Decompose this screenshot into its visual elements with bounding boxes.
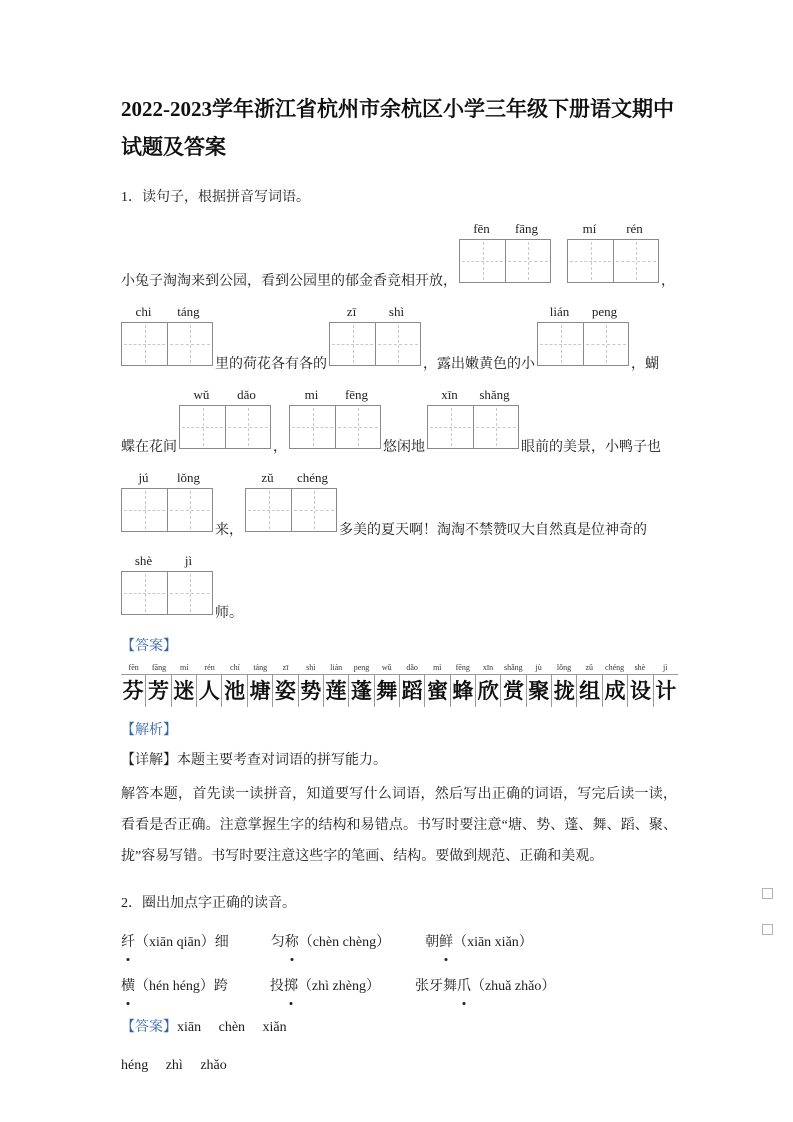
passage-text: 悠闲地: [383, 440, 425, 455]
detail-text: 本题主要考查对词语的拼写能力。: [177, 753, 387, 768]
passage-text: 来，: [215, 523, 243, 538]
passage-text: 小兔子淘淘来到公园，看到公园里的郁金香竞相开放，: [121, 274, 457, 289]
text-segment: （chèn chèng） 朝: [298, 935, 440, 950]
strip-character: 蓬: [348, 675, 373, 707]
pinyin-syllable: fēn: [473, 221, 490, 236]
writing-grid-cell: [568, 240, 613, 282]
writing-grid-cell: [613, 240, 658, 282]
detail-label: 【详解】: [121, 753, 177, 768]
pinyin-syllable: mi: [304, 387, 319, 402]
strip-character: 舞: [374, 675, 399, 707]
q1-analysis-section: [121, 721, 677, 741]
passage-text: 蝶在花间: [121, 440, 177, 455]
strip-pinyin: shì: [306, 663, 316, 672]
dotted-character: 爪: [457, 972, 471, 1002]
writing-grid-cell: [167, 572, 212, 614]
pinyin-writing-box-lianpeng: [537, 303, 629, 366]
pinyin-label-row: [121, 469, 213, 488]
text-segment: （hén héng）跨 投: [135, 979, 284, 994]
passage-text: 师。: [215, 606, 243, 621]
writing-grid-cell: [335, 406, 380, 448]
pinyin-syllable: fēng: [344, 387, 369, 402]
pinyin-writing-box-fenfang: [459, 220, 551, 283]
analysis-label: 【解析】: [121, 723, 177, 738]
dotted-character: 掷: [284, 972, 298, 1002]
strip-pinyin: rén: [204, 663, 215, 672]
page-title: 2022-2023学年浙江省杭州市余杭区小学三年级下册语文期中试题及答案: [121, 97, 674, 159]
strip-character: 蹈: [399, 675, 424, 707]
pinyin-syllable: shì: [388, 304, 405, 319]
strip-character: 成: [602, 675, 627, 707]
strip-character: 迷: [171, 675, 196, 707]
pinyin-syllable: jú: [138, 470, 149, 485]
pinyin-writing-box-miren: [567, 220, 659, 283]
writing-grid-cell: [583, 323, 628, 365]
pinyin-label-row: [179, 386, 271, 405]
dotted-character: 横: [121, 972, 135, 1002]
passage-line-3: [121, 386, 677, 457]
writing-grid-cell: [122, 489, 167, 531]
strip-pinyin: chéng: [605, 663, 625, 672]
strip-pinyin: fēn: [128, 663, 139, 672]
strip-character: 人: [196, 675, 221, 707]
writing-grid-cell: [122, 323, 167, 365]
pinyin-label-row: [427, 386, 519, 405]
strip-character: 计: [653, 675, 678, 707]
writing-grid: [459, 239, 551, 283]
q1-explain-paragraph: 解答本题，首先读一读拼音，知道要写什么词语，然后写出正确的词语，写完后读一读，看看是否正确。注意掌握生字的结构和易错点。书写时要注意“塘、势、蓬、舞、蹈、聚、拢”容易写错。书写时要注意这些字的笔画、结构。要做到规范、正确和美观。: [121, 787, 677, 864]
pinyin-label-row: [121, 303, 213, 322]
pinyin-syllable: dǎo: [237, 387, 256, 402]
strip-pinyin: fāng: [151, 663, 167, 672]
pinyin-label-row: [537, 303, 629, 322]
pinyin-syllable: zī: [346, 304, 357, 319]
strip-character: 聚: [526, 675, 551, 707]
pinyin-syllable: wǔ: [193, 387, 210, 402]
pinyin-syllable: shǎng: [479, 387, 510, 402]
pinyin-label-row: [289, 386, 381, 405]
margin-marker-square: [762, 924, 773, 935]
strip-pinyin: lǒng: [556, 663, 572, 672]
dotted-character: 鲜: [439, 928, 453, 958]
pinyin-writing-box-zishi: [329, 303, 421, 366]
writing-grid-cell: [538, 323, 583, 365]
writing-grid-cell: [122, 572, 167, 614]
pinyin-writing-box-julong: [121, 469, 213, 532]
pinyin-syllable: rén: [626, 221, 643, 236]
strip-pinyin: chí: [230, 663, 240, 672]
writing-grid: [245, 488, 337, 532]
passage-line-5: [121, 552, 677, 623]
writing-grid-cell: [225, 406, 270, 448]
pinyin-syllable: shè: [134, 553, 153, 568]
strip-character: 芬: [122, 679, 144, 703]
passage-line-2: [121, 303, 677, 374]
pinyin-syllable: zǔ: [261, 470, 274, 485]
strip-character: 莲: [323, 675, 348, 707]
strip-pinyin: mì: [433, 663, 442, 672]
text-segment: （zhuǎ zhǎo）: [470, 979, 556, 994]
passage-text: ，: [273, 440, 287, 455]
q2-answer-line-2: héng zhì zhǎo: [121, 1058, 227, 1073]
answer-label: 【答案】: [121, 639, 177, 654]
pinyin-syllable: lián: [549, 304, 570, 319]
strip-pinyin: jì: [662, 663, 668, 672]
passage-text: 多美的夏天啊！淘淘不禁赞叹大自然真是位神奇的: [339, 523, 647, 538]
strip-character: 赏: [500, 675, 525, 707]
q1-answer-strip: [121, 663, 678, 707]
strip-pinyin: jù: [535, 663, 542, 672]
writing-grid-cell: [505, 240, 550, 282]
strip-character: 势: [298, 675, 323, 707]
passage-line-1: [121, 220, 677, 291]
writing-grid: [179, 405, 271, 449]
writing-grid-cell: [180, 406, 225, 448]
passage-text: 眼前的美景，小鸭子也: [521, 440, 661, 455]
pinyin-syllable: xīn: [441, 387, 458, 402]
answer-strip-pinyin-row: [121, 663, 678, 674]
strip-pinyin: wǔ: [381, 663, 392, 672]
strip-character: 芳: [145, 675, 170, 707]
pinyin-label-row: [329, 303, 421, 322]
strip-character: 组: [576, 675, 601, 707]
writing-grid-cell: [290, 406, 335, 448]
strip-pinyin: mí: [180, 663, 189, 672]
writing-grid-cell: [291, 489, 336, 531]
margin-marker-square: [762, 888, 773, 899]
text-segment: （xiān qiān）细 匀: [135, 935, 285, 950]
dotted-character: 称: [285, 928, 299, 958]
q2-answer-text: xiān chèn xiǎn: [177, 1020, 287, 1035]
strip-character: 蜜: [424, 675, 449, 707]
writing-grid-cell: [375, 323, 420, 365]
pinyin-writing-box-xinshang: [427, 386, 519, 449]
strip-character: 池: [221, 675, 246, 707]
writing-grid: [329, 322, 421, 366]
q1-prompt: 1．读句子，根据拼音写词语。: [121, 190, 310, 205]
pinyin-syllable: jì: [184, 553, 193, 568]
strip-character: 塘: [247, 675, 272, 707]
writing-grid-cell: [246, 489, 291, 531]
writing-grid-cell: [473, 406, 518, 448]
passage-text: ，蝴: [631, 357, 659, 372]
strip-pinyin: shè: [634, 663, 646, 672]
writing-grid: [289, 405, 381, 449]
pinyin-label-row: [459, 220, 551, 239]
strip-pinyin: fēng: [455, 663, 470, 672]
pinyin-syllable: táng: [177, 304, 200, 319]
q2-line-2: [121, 972, 677, 1002]
writing-grid: [121, 488, 213, 532]
strip-pinyin: xīn: [482, 663, 494, 672]
pinyin-syllable: lǒng: [176, 470, 201, 485]
pinyin-writing-box-zucheng: [245, 469, 337, 532]
strip-pinyin: lián: [330, 663, 343, 672]
writing-grid-cell: [460, 240, 505, 282]
q1-answer-section: [121, 637, 677, 657]
writing-grid-cell: [167, 489, 212, 531]
strip-pinyin: zǔ: [585, 663, 594, 672]
strip-character: 欣: [475, 675, 500, 707]
pinyin-syllable: chéng: [296, 470, 329, 485]
pinyin-label-row: [121, 552, 213, 571]
writing-grid-cell: [428, 406, 473, 448]
writing-grid: [537, 322, 629, 366]
writing-grid: [121, 322, 213, 366]
pinyin-writing-box-wudao: [179, 386, 271, 449]
strip-character: 拢: [551, 675, 576, 707]
pinyin-writing-box-mifeng: [289, 386, 381, 449]
strip-pinyin: dǎo: [406, 663, 418, 672]
pinyin-writing-box-sheji: [121, 552, 213, 615]
answer-strip-char-row: [121, 674, 678, 707]
writing-grid-cell: [167, 323, 212, 365]
passage-text: ，: [661, 274, 675, 289]
text-segment: （xiān xiǎn）: [453, 935, 533, 950]
pinyin-syllable: peng: [591, 304, 618, 319]
q2-prompt: 2．圈出加点字正确的读音。: [121, 896, 296, 911]
writing-grid: [427, 405, 519, 449]
dotted-character: 纤: [121, 928, 135, 958]
strip-pinyin: zī: [282, 663, 289, 672]
strip-pinyin: shǎng: [504, 663, 523, 672]
pinyin-writing-box-chitang: [121, 303, 213, 366]
pinyin-label-row: [245, 469, 337, 488]
q2-line-1: [121, 928, 677, 958]
writing-grid-cell: [330, 323, 375, 365]
pinyin-syllable: mí: [582, 221, 597, 236]
strip-character: 姿: [272, 675, 297, 707]
answer-label: 【答案】: [121, 1020, 177, 1035]
q1-detail-line: [121, 751, 677, 771]
pinyin-syllable: fāng: [514, 221, 539, 236]
strip-character: 蜂: [450, 675, 475, 707]
strip-pinyin: peng: [353, 663, 370, 672]
writing-grid: [121, 571, 213, 615]
text-segment: （zhì zhèng） 张牙舞: [297, 979, 457, 994]
strip-pinyin: táng: [253, 663, 268, 672]
strip-character: 设: [627, 675, 652, 707]
pinyin-label-row: [567, 220, 659, 239]
pinyin-syllable: chi: [135, 304, 152, 319]
passage-line-4: [121, 469, 677, 540]
q2-answer-line-1: [121, 1018, 677, 1038]
passage-text: ，露出嫩黄色的小: [423, 357, 535, 372]
passage-text: 里的荷花各有各的: [215, 357, 327, 372]
writing-grid: [567, 239, 659, 283]
